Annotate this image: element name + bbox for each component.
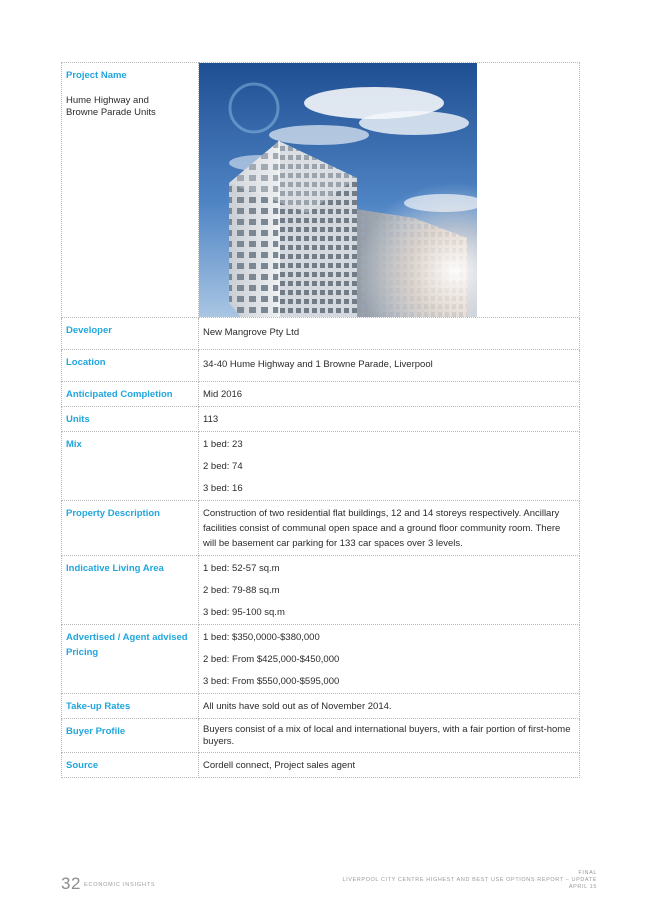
- pricing-line: 1 bed: $350,0000-$380,000: [203, 632, 320, 643]
- takeup-label: Take-up Rates: [62, 694, 199, 719]
- table-row: [62, 753, 580, 778]
- table-row: [62, 556, 580, 625]
- footer-title: LIVERPOOL CITY CENTRE HIGHEST AND BEST USE OPTIONS REPORT – UPDATE: [342, 877, 597, 883]
- table-row: [62, 407, 580, 432]
- building-rendering-image: [199, 63, 477, 317]
- table-row: [62, 318, 580, 350]
- living-area-label: Indicative Living Area: [62, 556, 199, 625]
- page-footer: [0, 868, 653, 908]
- living-area-line: 3 bed: 95-100 sq.m: [203, 607, 285, 618]
- mix-line: 1 bed: 23: [203, 439, 243, 450]
- completion-label: Anticipated Completion: [62, 382, 199, 407]
- pricing-line: 2 bed: From $425,000-$450,000: [203, 654, 340, 665]
- table-row: [62, 501, 580, 556]
- completion-value: Mid 2016: [199, 382, 580, 407]
- building-photo-cell: [199, 63, 580, 318]
- mix-label: Mix: [62, 432, 199, 501]
- pricing-line: 3 bed: From $550,000-$595,000: [203, 676, 340, 687]
- units-value: 113: [199, 407, 580, 432]
- footer-status: FINAL: [578, 870, 597, 876]
- living-area-line: 2 bed: 79-88 sq.m: [203, 585, 280, 596]
- project-details-table: [61, 62, 580, 778]
- table-row: [62, 63, 580, 318]
- table-row: [62, 719, 580, 753]
- buyer-value: Buyers consist of a mix of local and international buyers, with a fair portion of first-home buyers.: [199, 719, 580, 753]
- footer-date: APRIL 15: [568, 884, 597, 890]
- mix-value: [199, 432, 580, 501]
- page-number: 32: [61, 874, 81, 893]
- mix-line: 2 bed: 74: [203, 461, 243, 472]
- takeup-value: All units have sold out as of November 2014.: [199, 694, 580, 719]
- table-row: [62, 382, 580, 407]
- developer-value: [199, 318, 580, 350]
- project-name-label: Project Name: [66, 70, 127, 81]
- living-area-value: [199, 556, 580, 625]
- living-area-line: 1 bed: 52-57 sq.m: [203, 563, 280, 574]
- description-label: Property Description: [62, 501, 199, 556]
- project-name-cell: [62, 63, 199, 318]
- pricing-label: Advertised / Agent advised Pricing: [62, 625, 199, 694]
- table-row: [62, 432, 580, 501]
- pricing-value: [199, 625, 580, 694]
- location-text: 34-40 Hume Highway and 1 Browne Parade, Liverpool: [203, 359, 433, 370]
- location-value: [199, 350, 580, 382]
- source-label: Source: [62, 753, 199, 778]
- table-row: [62, 694, 580, 719]
- description-value: Construction of two residential flat buildings, 12 and 14 storeys respectively. Ancillary facilities consist of communal open space and a ground floor community room. There will be basement car parking for 133 car spaces over 3 levels.: [199, 501, 580, 556]
- units-label: Units: [62, 407, 199, 432]
- location-label: Location: [62, 350, 199, 382]
- buyer-label: Buyer Profile: [62, 719, 199, 753]
- source-value: Cordell connect, Project sales agent: [199, 753, 580, 778]
- developer-text: New Mangrove Pty Ltd: [203, 327, 300, 338]
- table-row: [62, 350, 580, 382]
- table-row: [62, 625, 580, 694]
- project-name-value: Hume Highway and Browne Parade Units: [66, 95, 156, 118]
- mix-line: 3 bed: 16: [203, 483, 243, 494]
- footer-document-title: [342, 870, 597, 891]
- developer-label: Developer: [62, 318, 199, 350]
- footer-brand: ECONOMIC INSIGHTS: [84, 882, 156, 888]
